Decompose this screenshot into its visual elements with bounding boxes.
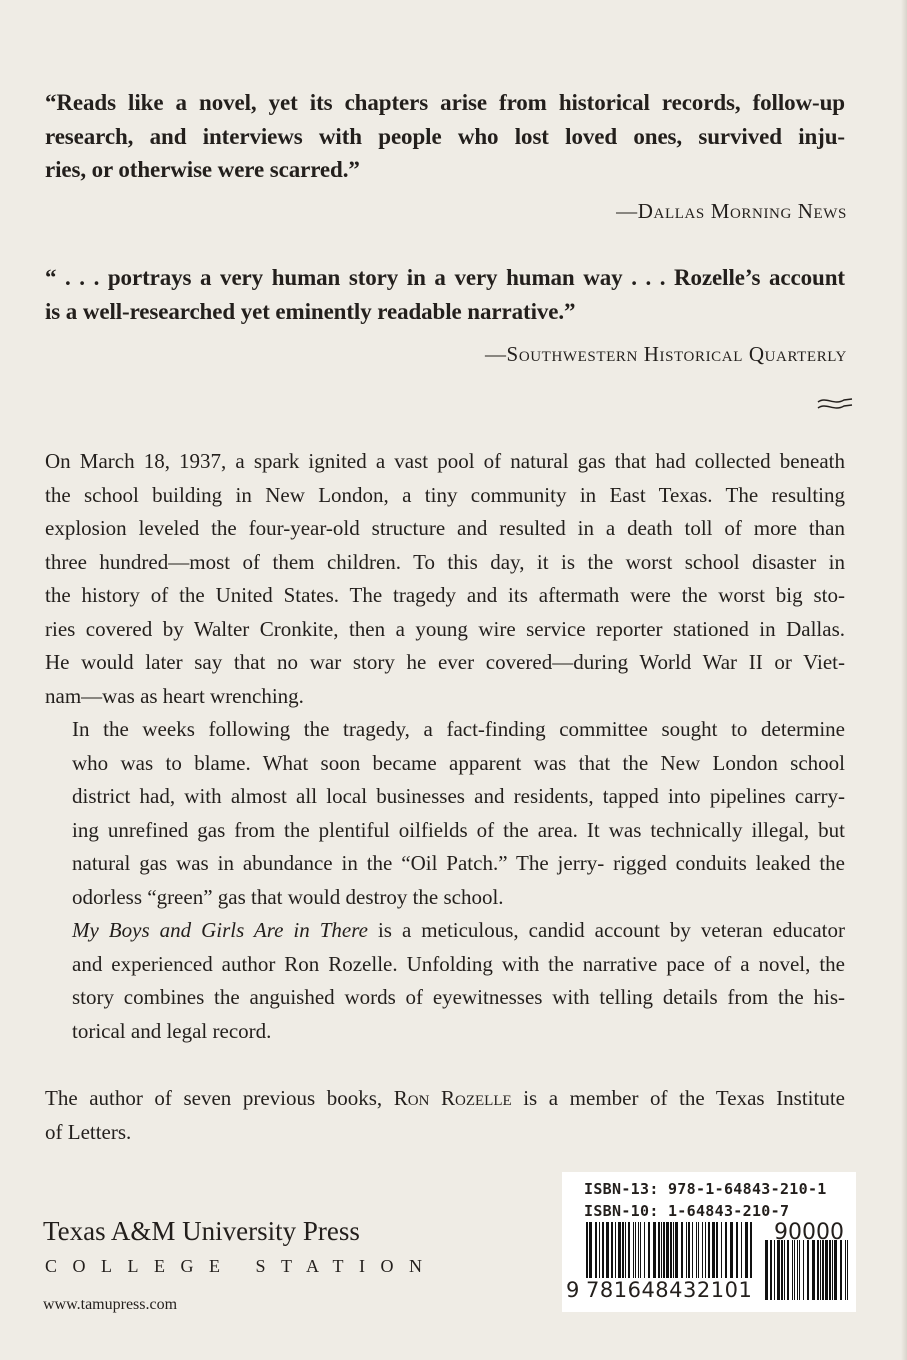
barcode-bar <box>622 1222 624 1278</box>
barcode-bar <box>618 1222 621 1278</box>
isbn-13: ISBN-13: 978-1-64843-210-1 <box>584 1180 827 1198</box>
barcode-bar <box>638 1222 639 1278</box>
barcode-bar <box>803 1240 804 1300</box>
barcode-bar <box>673 1222 674 1278</box>
barcode-bar <box>797 1240 798 1300</box>
description-paragraph-3 <box>45 914 845 1048</box>
attribution-dallas: —Dallas Morning News <box>616 199 847 223</box>
text-line: natural gas was in abundance in the “Oil Patch.” The jerry- rigged conduits leaked the <box>72 851 845 875</box>
barcode-bar <box>702 1222 703 1278</box>
barcode-bar <box>847 1240 848 1300</box>
page-edge <box>901 0 907 1360</box>
barcode-bar <box>658 1222 660 1278</box>
text-line: The author of seven previous books, Ron Rozelle is a member of the Texas Institute <box>45 1086 845 1110</box>
barcode-bar <box>644 1222 645 1278</box>
barcode-bar <box>781 1240 783 1300</box>
text-line: explosion leveled the four-year-old structure and resulted in a death toll of more than <box>45 516 845 540</box>
barcode-bar <box>792 1240 793 1300</box>
barcode-bar <box>730 1222 733 1278</box>
barcode-bar <box>822 1240 824 1300</box>
text-line: is a well-researched yet eminently readable narrative.” <box>45 298 576 324</box>
barcode-bar <box>648 1222 650 1278</box>
publisher-name: Texas A&M University Press <box>43 1216 360 1246</box>
text-line: district had, with almost all local businesses and residents, tapped into pipelines carry- <box>72 784 845 808</box>
barcode-bar <box>661 1222 662 1278</box>
barcode-bar <box>736 1222 738 1278</box>
barcode-bar <box>712 1222 715 1278</box>
text-line: ing unrefined gas from the plentiful oilfields of the area. It was technically illegal, but <box>72 817 845 842</box>
barcode-bar <box>615 1222 616 1278</box>
author-note <box>45 1082 845 1149</box>
review-quote-swhq <box>45 261 845 328</box>
isbn-barcode <box>562 1172 856 1312</box>
barcode-bar <box>708 1222 710 1278</box>
text-line: ries covered by Walter Cronkite, then a young wire service reporter stationed in Dallas. <box>45 616 845 641</box>
text-line: the school building in New London, a tiny community in East Texas. The resulting <box>45 482 845 507</box>
barcode-bar <box>611 1222 613 1278</box>
barcode-bar <box>698 1222 699 1278</box>
barcode-bar <box>794 1240 795 1300</box>
publisher-location: COLLEGE STATION <box>45 1256 438 1276</box>
barcode-bar <box>628 1222 630 1278</box>
barcode-bar <box>666 1222 669 1278</box>
barcode-bar <box>653 1222 656 1278</box>
barcode-bar <box>663 1222 665 1278</box>
isbn-10: ISBN-10: 1-64843-210-7 <box>584 1202 790 1220</box>
price-code: 90000 <box>774 1220 844 1245</box>
barcode-bar <box>745 1222 748 1278</box>
barcode-bar <box>692 1222 693 1278</box>
text-line: “ . . . portrays a very human story in a very human way . . . Rozelle’s account <box>45 265 845 290</box>
text-line: torical and legal record. <box>72 1018 272 1043</box>
review-quote-dallas <box>45 86 845 187</box>
barcode-bar <box>675 1222 678 1278</box>
text-line: In the weeks following the tragedy, a fact-finding committee sought to determine <box>72 717 845 741</box>
text-line: who was to blame. What soon became apparent was that the New London school <box>72 750 845 775</box>
description-paragraph-2 <box>45 713 845 914</box>
barcode-bar <box>832 1240 833 1300</box>
barcode-bar <box>829 1240 831 1300</box>
barcode-bar <box>845 1240 846 1300</box>
barcode-bar <box>595 1222 597 1278</box>
barcode-bar <box>602 1222 604 1278</box>
barcode-bar <box>635 1222 636 1278</box>
text-line: My Boys and Girls Are in There is a meticulous, candid account by veteran educator <box>72 918 845 942</box>
text-line: odorless “green” gas that would destroy the school. <box>72 884 504 909</box>
barcode-bar <box>670 1222 672 1278</box>
text-line: story combines the anguished words of eyewitnesses with telling details from the his- <box>72 985 845 1009</box>
barcode-bar <box>774 1240 775 1300</box>
barcode-bar <box>725 1222 727 1278</box>
barcode-bar <box>633 1222 634 1278</box>
barcode-bar <box>705 1222 706 1278</box>
barcode-digits: 781648432101 <box>586 1278 753 1302</box>
barcode-bar <box>817 1240 819 1300</box>
author-name: Ron Rozelle <box>393 1086 512 1110</box>
publisher-url[interactable]: www.tamupress.com <box>43 1296 178 1313</box>
barcode-bar <box>820 1240 821 1300</box>
barcode-bar <box>787 1240 789 1300</box>
barcode-bar <box>716 1222 718 1278</box>
barcode-bar <box>688 1222 690 1278</box>
text-line: research, and interviews with people who lost loved ones, survived inju- <box>45 123 845 149</box>
text-line: “Reads like a novel, yet its chapters arise from historical records, follow-up <box>45 90 845 115</box>
barcode-bar <box>625 1222 626 1278</box>
ornament-icon <box>816 396 856 412</box>
barcode-bar <box>696 1222 697 1278</box>
barcode-bar <box>640 1222 641 1278</box>
text-line: of Letters. <box>45 1119 132 1144</box>
text-line: the history of the United States. The tragedy and its aftermath were the worst big sto- <box>45 583 845 607</box>
text-line: On March 18, 1937, a spark ignited a vast pool of natural gas that had collected beneath <box>45 449 845 473</box>
barcode-bar <box>721 1222 722 1278</box>
barcode-bar <box>834 1240 837 1300</box>
barcode-bar <box>741 1222 742 1278</box>
barcode-bar <box>589 1222 592 1278</box>
barcode-first-digit: 9 <box>566 1278 580 1302</box>
text-line: nam—was as heart wrenching. <box>45 683 304 708</box>
barcode-bar <box>784 1240 785 1300</box>
barcode-bar <box>840 1240 842 1300</box>
barcode-bar <box>765 1240 768 1300</box>
barcode-bar <box>681 1222 683 1278</box>
barcode-bar <box>750 1222 752 1278</box>
text-line: and experienced author Ron Rozelle. Unfolding with the narrative pace of a novel, the <box>72 951 845 976</box>
barcode-bar <box>686 1222 687 1278</box>
barcode-bar <box>812 1240 815 1300</box>
barcode-bar <box>777 1240 780 1300</box>
barcode-bar <box>799 1240 800 1300</box>
book-title: My Boys and Girls Are in There <box>72 918 368 942</box>
description-paragraph-1 <box>45 445 845 713</box>
barcode-bar <box>599 1222 600 1278</box>
text-line: ries, or otherwise were scarred.” <box>45 157 360 182</box>
barcode-bar <box>807 1240 809 1300</box>
barcode-bar <box>586 1222 588 1278</box>
barcode-bar <box>606 1222 609 1278</box>
attribution-swhq: —Southwestern Historical Quarterly <box>484 342 847 366</box>
text-line: He would later say that no war story he ever covered—during World War II or Viet- <box>45 650 845 674</box>
barcode-bar <box>770 1240 772 1300</box>
text-line: three hundred—most of them children. To this day, it is the worst school disaster in <box>45 549 845 574</box>
barcode-bar <box>825 1240 828 1300</box>
